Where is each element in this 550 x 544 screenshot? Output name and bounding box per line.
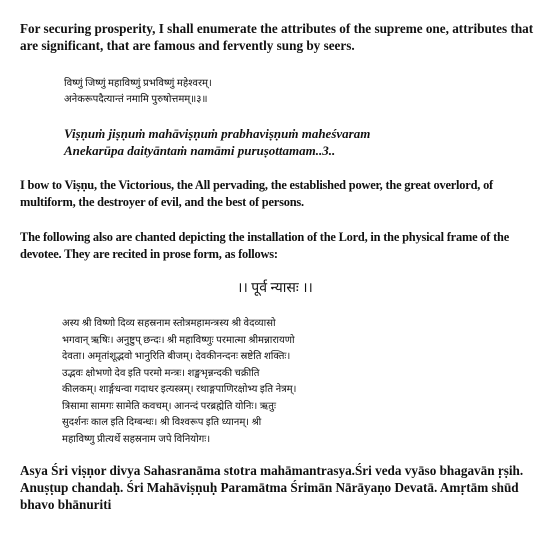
- nyasa-line: देवता। अमृतांशूद्भवो भानुरिति बीजम्। देवकीनन्दनः स्रष्टेति शक्तिः।: [62, 351, 291, 362]
- nyasa-heading: ।। पूर्व न्यासः ।।: [237, 281, 313, 296]
- nyasa-line: त्रिसामा सामगः सामेति कवचम्। आनन्दं परब्रह्मेति योनिः। ऋतुः: [62, 400, 277, 412]
- nyasa-line: भगवान् ऋषिः। अनुष्टुप् छन्दः। श्री महाविष्णुः परमात्मा श्रीमन्नारायणो: [62, 334, 295, 346]
- intro-paragraph: For securing prosperity, I shall enumerate the attributes of the supreme one, attributes that are significant, that are famous and fervently sung by seers.: [20, 21, 534, 53]
- nyasa-line: महाविष्णु प्रीत्यर्थे सहस्रनाम जपे विनियोगः।: [62, 433, 211, 445]
- nyasa-line: उद्भवः क्षोभणो देव इति परमो मन्त्रः। शङ्खभृन्नन्दकी चक्रीति: [62, 367, 260, 379]
- nyasa-line: कीलकम्। शार्ङ्गधन्वा गदाधर इत्यस्त्रम्। रथाङ्गपाणिरक्षोभ्य इति नेत्रम्।: [62, 384, 297, 395]
- verse-devanagari-line: विष्णुं जिष्णुं महाविष्णुं प्रभविष्णुं महेश्वरम्।: [64, 78, 212, 89]
- nyasa-line: सुदर्शनः काल इति दिग्बन्धः। श्री विश्वरूप इति ध्यानम्। श्री: [62, 417, 262, 428]
- prose-intro-paragraph: The following also are chanted depicting the installation of the Lord, in the physical frame of the devotee. They are recited in prose form, as follows:: [20, 230, 510, 261]
- translation-paragraph: I bow to Viṣṇu, the Victorious, the All pervading, the established power, the great overlord, of multiform, the destroyer of evil, and the best of persons.: [20, 178, 493, 209]
- verse-transliteration-line: Anekarūpa daityāntaṁ namāmi puruṣottamam..3..: [64, 143, 336, 158]
- nyasa-transliteration: Asya Śri viṣṇor divya Sahasranāma stotra mahāmantrasya.Śri veda vyāso bhagavān ṛṣih. Anuṣṭup chandaḥ. Śri Mahāviṣṇuḥ Paramātma Śrimān Nārāyaṇo Devatā. Amṛtām shūd bhavo bhānuriti: [20, 463, 524, 512]
- nyasa-line: अस्य श्री विष्णो दिव्य सहस्रनाम स्तोत्रमहामन्त्रस्य श्री वेदव्यासो: [62, 318, 276, 329]
- verse-devanagari-line: अनेकरूपदैत्यान्तं नमामि पुरुषोत्तमम्॥३॥: [64, 94, 208, 105]
- verse-transliteration-line: Viṣṇuṁ jiṣṇuṁ mahāviṣṇuṁ prabhaviṣṇuṁ maheśvaram: [64, 126, 371, 141]
- nyasa-devanagari: [62, 316, 522, 448]
- verse-devanagari: [64, 76, 524, 108]
- verse-transliteration: [64, 125, 504, 159]
